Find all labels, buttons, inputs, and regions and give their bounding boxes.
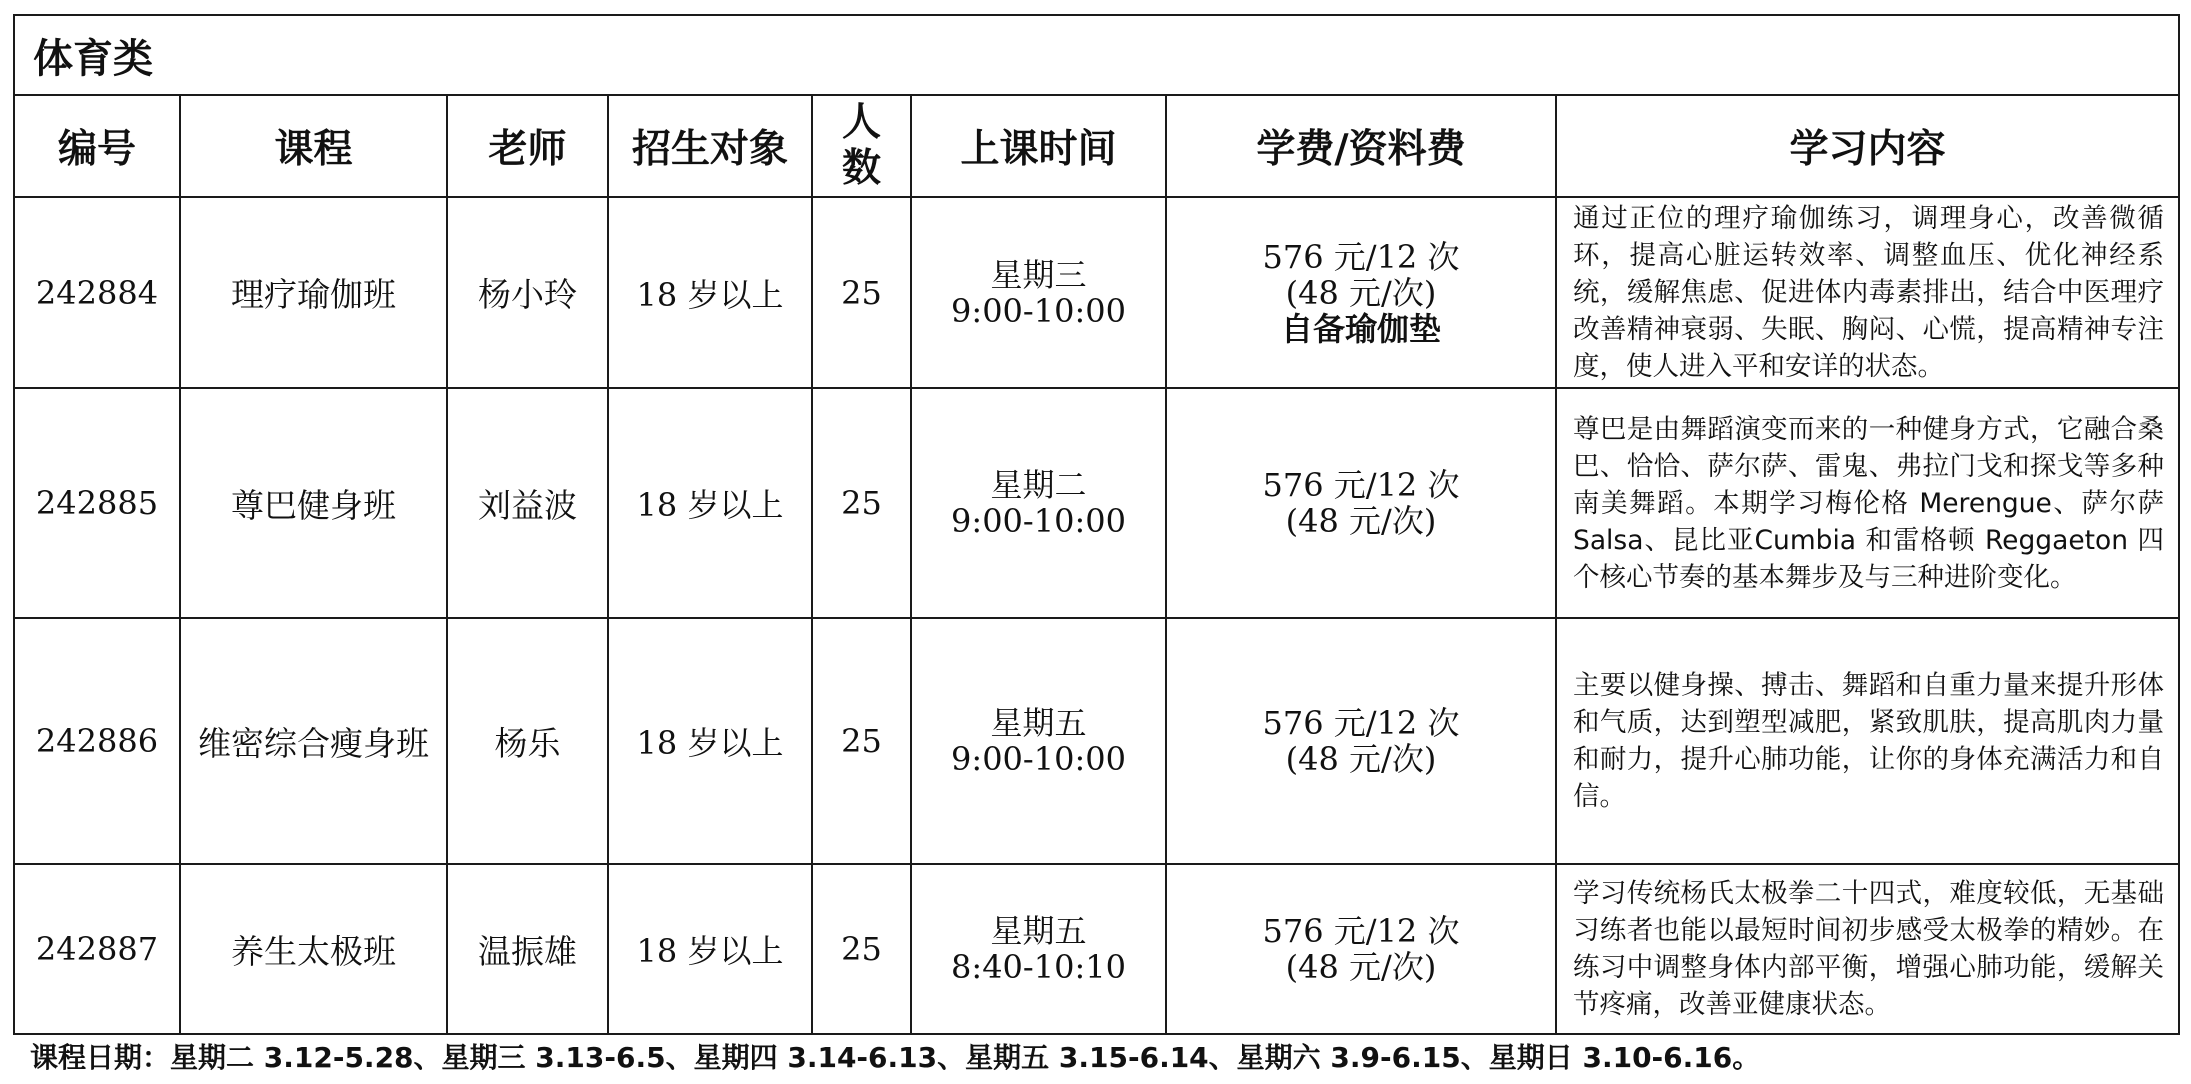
header-audience: 招生对象 <box>608 95 812 197</box>
fee-per-session: (48 元/次) <box>1285 948 1437 986</box>
header-code: 编号 <box>14 95 180 197</box>
class-time <box>911 197 1166 388</box>
audience: 18 岁以上 <box>608 618 812 864</box>
audience: 18 岁以上 <box>608 864 812 1034</box>
fee-per-session: (48 元/次) <box>1285 502 1437 540</box>
teacher-name: 杨小玲 <box>447 197 608 388</box>
course-name: 理疗瑜伽班 <box>180 197 447 388</box>
course-code: 242887 <box>14 864 180 1034</box>
course-name: 维密综合瘦身班 <box>180 618 447 864</box>
student-count: 25 <box>812 388 911 618</box>
teacher-name: 杨乐 <box>447 618 608 864</box>
header-fee: 学费/资料费 <box>1166 95 1556 197</box>
header-course: 课程 <box>180 95 447 197</box>
table-row <box>14 197 2179 388</box>
tuition-fee <box>1166 388 1556 618</box>
course-code: 242886 <box>14 618 180 864</box>
header-count-line1: 人 <box>841 100 881 145</box>
header-time: 上课时间 <box>911 95 1166 197</box>
student-count: 25 <box>812 864 911 1034</box>
class-hours: 9:00-10:00 <box>951 291 1126 330</box>
class-time <box>911 618 1166 864</box>
header-row <box>14 95 2179 197</box>
teacher-name: 温振雄 <box>447 864 608 1034</box>
section-title: 体育类 <box>14 15 2179 95</box>
table-row <box>14 864 2179 1034</box>
audience: 18 岁以上 <box>608 388 812 618</box>
class-hours: 8:40-10:10 <box>951 948 1126 986</box>
course-code: 242885 <box>14 388 180 618</box>
fee-total: 576 元/12 次 <box>1262 912 1460 950</box>
audience: 18 岁以上 <box>608 197 812 388</box>
class-hours: 9:00-10:00 <box>951 740 1126 778</box>
header-count <box>812 95 911 197</box>
table-row <box>14 618 2179 864</box>
student-count: 25 <box>812 197 911 388</box>
course-content: 学习传统杨氏太极拳二十四式，难度较低，无基础习练者也能以最短时间初步感受太极拳的精妙。在练习中调整身体内部平衡，增强心肺功能，缓解关节疼痛，改善亚健康状态。 <box>1556 864 2179 1034</box>
class-time <box>911 864 1166 1034</box>
course-name: 养生太极班 <box>180 864 447 1034</box>
tuition-fee <box>1166 864 1556 1034</box>
course-content: 通过正位的理疗瑜伽练习，调理身心，改善微循环，提高心脏运转效率、调整血压、优化神经系统，缓解焦虑、促进体内毒素排出，结合中医理疗改善精神衰弱、失眠、胸闷、心慌，提高精神专注度，使人进入平和安详的状态。 <box>1556 197 2179 388</box>
fee-total: 576 元/12 次 <box>1262 466 1460 504</box>
header-count-line2: 数 <box>841 146 881 191</box>
tuition-fee <box>1166 197 1556 388</box>
class-day: 星期二 <box>990 466 1087 504</box>
class-day: 星期五 <box>990 704 1087 742</box>
class-hours: 9:00-10:00 <box>951 502 1126 540</box>
class-time <box>911 388 1166 618</box>
course-content: 主要以健身操、搏击、舞蹈和自重力量来提升形体和气质，达到塑型减肥，紧致肌肤，提高肌肉力量和耐力，提升心肺功能，让你的身体充满活力和自信。 <box>1556 618 2179 864</box>
header-content: 学习内容 <box>1556 95 2179 197</box>
fee-per-session: (48 元/次) <box>1285 273 1437 312</box>
teacher-name: 刘益波 <box>447 388 608 618</box>
course-dates-note: 课程日期：星期二 3.12-5.28、星期三 3.13-6.5、星期四 3.14-6.13、星期五 3.15-6.14、星期六 3.9-6.15、星期日 3.10-6.16。 <box>30 1041 1761 1074</box>
course-name: 尊巴健身班 <box>180 388 447 618</box>
student-count: 25 <box>812 618 911 864</box>
course-content: 尊巴是由舞蹈演变而来的一种健身方式，它融合桑巴、恰恰、萨尔萨、雷鬼、弗拉门戈和探戈等多种南美舞蹈。本期学习梅伦格 Merengue、萨尔萨Salsa、昆比亚Cumbia 和雷格顿 Reggaeton 四个核心节奏的基本舞步及与三种进阶变化。 <box>1556 388 2179 618</box>
fee-total: 576 元/12 次 <box>1262 237 1460 276</box>
class-day: 星期三 <box>990 255 1087 294</box>
fee-note: 自备瑜伽垫 <box>1280 309 1441 348</box>
header-teacher: 老师 <box>447 95 608 197</box>
table-row <box>14 388 2179 618</box>
tuition-fee <box>1166 618 1556 864</box>
fee-total: 576 元/12 次 <box>1262 704 1460 742</box>
fee-per-session: (48 元/次) <box>1285 740 1437 778</box>
class-day: 星期五 <box>990 912 1087 950</box>
course-code: 242884 <box>14 197 180 388</box>
course-table <box>13 14 2180 1035</box>
